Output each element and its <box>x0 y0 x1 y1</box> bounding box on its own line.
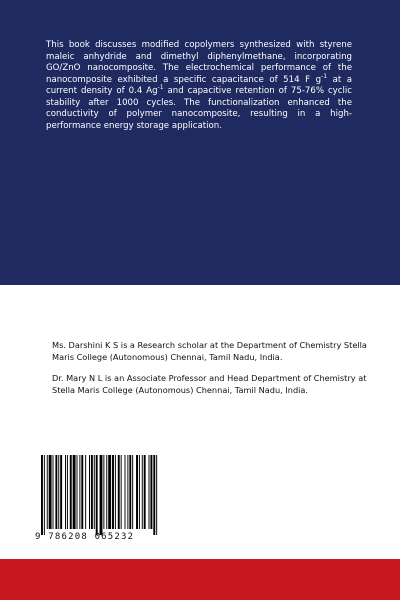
barcode-bar <box>58 455 59 529</box>
book-summary <box>46 40 352 132</box>
barcode-bar <box>73 455 76 529</box>
barcode-bar <box>144 455 146 529</box>
barcode-bar <box>79 455 80 529</box>
barcode-bar <box>106 455 107 529</box>
barcode-bar <box>91 455 93 529</box>
author-bio-darshini: Ms. Darshini K S is a Research scholar at the Department of Chemistry Stella Maris College (Autonomous) Chennai, Tamil Nadu, India. <box>52 340 367 362</box>
barcode-bar <box>103 455 104 529</box>
summary-text-part1: This book discusses modified copolymers synthesized with styrene maleic anhydride and dimethyl diphenylmethane, incorporating GO/ZnO nanocomposite. The electrochemical performance of the nanocomposite exhibited a specific capacitance of 514 F g <box>46 40 352 85</box>
barcode-bar <box>150 455 152 529</box>
barcode-bar <box>156 455 157 535</box>
barcode-bar <box>49 455 52 529</box>
barcode-bar <box>89 455 90 529</box>
barcode-bar <box>47 455 48 529</box>
barcode-bar <box>41 455 43 535</box>
barcode-bar <box>136 455 138 529</box>
barcode-bar <box>96 455 98 535</box>
summary-superscript-1: -1 <box>321 72 328 80</box>
barcode-bar <box>127 455 128 529</box>
barcode-bar <box>129 455 131 529</box>
barcode-bar <box>121 455 122 529</box>
summary-text-part2: at a current density of 0.4 Ag <box>46 74 353 96</box>
summary-text-part3: and capacitive retention of 75-76% cyclic stability after 1000 cycles. The functionalization enhanced the conductivity of polymer nanocomposite, resulting in a high-performance energy storage application. <box>46 86 352 131</box>
barcode-bar <box>142 455 143 529</box>
barcode-bar <box>65 455 66 529</box>
barcode-bar <box>115 455 116 529</box>
barcode-bar <box>70 455 72 529</box>
author-bio-mary: Dr. Mary N L is an Associate Professor and Head Department of Chemistry at Stella Maris College (Autonomous) Chennai, Tamil Nadu, India. <box>52 373 367 395</box>
barcode-bar <box>112 455 114 529</box>
barcode-bar <box>67 455 68 529</box>
summary-superscript-2: -1 <box>157 84 164 92</box>
summary-panel <box>0 0 400 285</box>
barcode-bar <box>81 455 83 529</box>
barcode-bar <box>55 455 57 529</box>
barcode-bar <box>77 455 78 529</box>
barcode-bar <box>44 455 45 535</box>
bottom-color-band <box>0 559 400 600</box>
barcode-bar <box>53 455 54 529</box>
barcode-bar <box>125 455 126 529</box>
barcode-bar <box>60 455 62 529</box>
barcode-bar <box>85 455 86 529</box>
barcode-bar <box>139 455 140 529</box>
author-bios <box>52 340 372 406</box>
barcode-bar <box>153 455 155 535</box>
barcode-icon <box>35 455 185 535</box>
isbn-number: 9 786208 065232 <box>35 532 135 542</box>
barcode-bar <box>94 455 95 529</box>
barcode-bar <box>108 455 111 529</box>
barcode-bar <box>118 455 120 529</box>
barcode-bar <box>100 455 103 535</box>
barcode-bar <box>149 455 150 529</box>
barcode-bar <box>132 455 133 529</box>
